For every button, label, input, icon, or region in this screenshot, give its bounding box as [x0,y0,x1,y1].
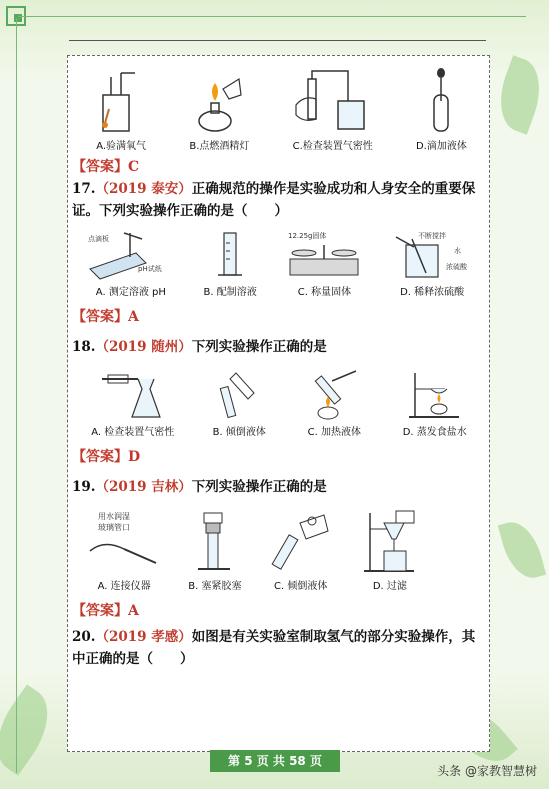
evaporate-illustration [405,367,465,421]
pour-liquid-illustration [266,509,336,575]
question-number: 19. [72,479,96,495]
label: 玻璃管口 [98,523,131,532]
alcohol-lamp-illustration [189,65,249,135]
figure-option-a [84,509,164,592]
figure-row-16 [72,60,486,152]
stopper-illustration [190,509,240,575]
figure-option-d [360,509,420,592]
label: 浓硫酸 [446,263,468,271]
figure-option-d [403,367,467,438]
figure-row-18 [72,364,486,438]
header-rule [69,40,486,41]
caption: D. 稀释浓硫酸 [400,287,465,298]
caption: C. 加热液体 [307,427,361,438]
label: 点滴板 [87,235,109,243]
figure-option-b [188,509,241,592]
caption: A.验满氧气 [96,141,147,152]
border-line-left [16,18,17,773]
airtightness-check-illustration [288,65,378,135]
caption: B.点燃酒精灯 [189,141,250,152]
caption: D.滴加液体 [415,141,467,152]
question-17 [72,178,486,222]
question-text: 下列实验操作正确的是 [191,339,327,355]
label: 不断搅拌 [418,232,447,240]
connect-tube-illustration [84,509,164,575]
answer-18: 【答案】D [72,449,141,465]
caption: C.检查装置气密性 [292,141,373,152]
question-text: 正确规范的操作是实验成功和人身安全的重要保证。下列实验操作正确的是（ ） [72,181,476,219]
figure-option-c [288,65,378,152]
label: 12.25g固体 [288,232,327,240]
question-number: 17. [72,181,96,197]
question-number: 18. [72,339,96,355]
oxygen-test-illustration [91,65,151,135]
figure-option-a [91,367,174,438]
question-source: （2019 泰安） [95,181,192,197]
label: 水 [454,247,462,255]
answer-17: 【答案】A [72,309,139,325]
heat-liquid-illustration [304,367,364,421]
figure-option-a [91,65,151,152]
dropper-illustration [416,65,466,135]
figure-option-b [189,65,249,152]
balance-illustration [284,229,364,281]
label: pH试纸 [137,265,162,273]
question-source: （2019 孝感） [95,629,192,645]
figure-option-d [416,65,467,152]
filter-illustration [360,509,420,575]
figure-option-b [204,229,257,298]
figure-row-19 [72,506,432,592]
caption: B. 配制溶液 [203,287,257,298]
caption: A. 检查装置气密性 [91,427,175,438]
border-line-top [18,16,526,17]
question-text: 下列实验操作正确的是 [191,479,327,495]
question-source: （2019 随州） [95,339,192,355]
dilute-acid-illustration [392,229,472,281]
flask-syringe-illustration [98,367,168,421]
caption: A. 连接仪器 [97,581,151,592]
caption: B. 塞紧胶塞 [188,581,242,592]
caption: C. 倾倒液体 [274,581,328,592]
figure-row-17 [72,226,486,298]
question-text: 如图是有关实验室制取氢气的部分实验操作，其中正确的是（ ） [72,629,476,667]
pour-liquid-illustration [214,367,264,421]
figure-option-c [266,509,336,592]
answer-19: 【答案】A [72,603,139,619]
question-20 [72,626,486,670]
ph-test-illustration [86,229,176,281]
watermark: 头条 @家教智慧树 [437,764,537,778]
figure-option-a [86,229,176,298]
caption: D. 蒸发食盐水 [402,427,467,438]
figure-option-c [304,367,364,438]
caption: C. 称量固体 [297,287,352,298]
question-19 [72,476,486,498]
figure-option-c [284,229,364,298]
figure-option-d [392,229,472,298]
caption: D. 过滤 [372,581,407,592]
question-18 [72,336,486,358]
leaf-decoration [498,517,546,584]
page-number: 第 5 页 共 58 页 [210,750,340,772]
question-number: 20. [72,629,96,645]
question-source: （2019 吉林） [95,479,192,495]
figure-option-b [213,367,266,438]
graduated-cylinder-illustration [210,229,250,281]
answer-16: 【答案】C [72,159,140,175]
caption: B. 倾倒液体 [212,427,266,438]
caption: A. 测定溶液 pH [95,287,166,298]
label: 用水润湿 [98,512,131,521]
